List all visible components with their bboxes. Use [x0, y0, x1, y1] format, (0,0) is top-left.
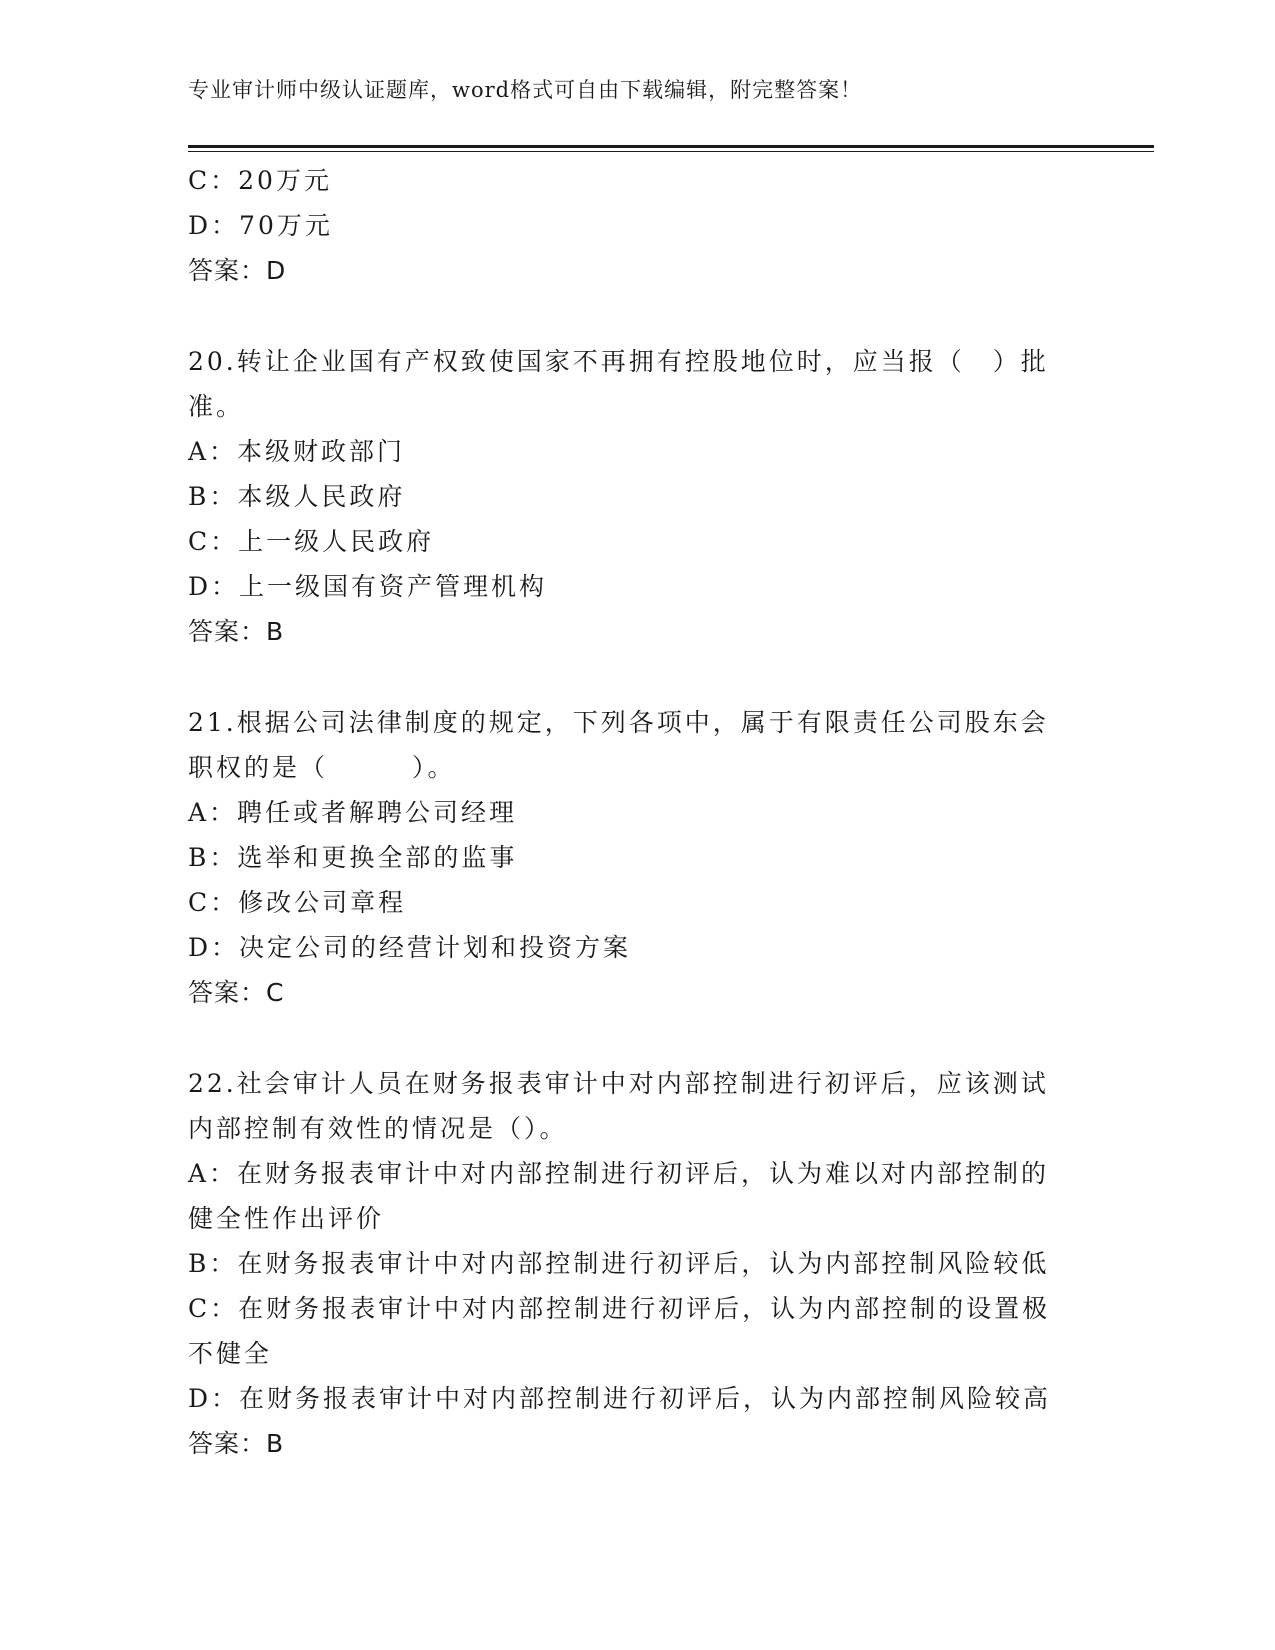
question-block-21 [188, 700, 1088, 1015]
option-line: C：上一级人民政府 [188, 527, 435, 556]
question-stem: 职权的是（ ）。 [188, 753, 456, 782]
prev-question-block [188, 158, 1088, 293]
answer-line: 答案：B [188, 617, 285, 646]
option-line: B：本级人民政府 [188, 482, 406, 511]
option-line: A：本级财政部门 [188, 437, 406, 466]
option-line: D：决定公司的经营计划和投资方案 [188, 933, 632, 962]
question-stem: 准。 [188, 392, 245, 421]
option-line: B：在财务报表审计中对内部控制进行初评后，认为内部控制风险较低 [188, 1249, 1050, 1278]
option-line: A：在财务报表审计中对内部控制进行初评后，认为难以对内部控制的 [188, 1159, 1050, 1188]
question-block-22 [188, 1061, 1088, 1466]
option-line: C：20万元 [188, 166, 332, 195]
page-header: 专业审计师中级认证题库，word格式可自由下载编辑，附完整答案！ [188, 78, 863, 102]
option-line: D：70万元 [188, 211, 333, 240]
option-line: C：在财务报表审计中对内部控制进行初评后，认为内部控制的设置极 [188, 1294, 1051, 1323]
option-line: C：修改公司章程 [188, 888, 407, 917]
question-block-20 [188, 339, 1088, 654]
option-line: 不健全 [188, 1339, 273, 1368]
question-stem: 内部控制有效性的情况是（）。 [188, 1114, 568, 1143]
question-stem: 21.根据公司法律制度的规定，下列各项中，属于有限责任公司股东会 [188, 708, 1049, 737]
option-line: 健全性作出评价 [188, 1204, 385, 1233]
question-stem: 20.转让企业国有产权致使国家不再拥有控股地位时，应当报（ ）批 [188, 347, 1049, 376]
answer-line: 答案：B [188, 1429, 285, 1458]
option-line: D：在财务报表审计中对内部控制进行初评后，认为内部控制风险较高 [188, 1384, 1052, 1413]
question-stem: 22.社会审计人员在财务报表审计中对内部控制进行初评后，应该测试 [188, 1069, 1049, 1098]
option-line: D：上一级国有资产管理机构 [188, 572, 548, 601]
answer-line: 答案：D [188, 256, 287, 285]
option-line: A：聘任或者解聘公司经理 [188, 798, 518, 827]
document-body [188, 158, 1088, 1466]
option-line: B：选举和更换全部的监事 [188, 843, 518, 872]
header-rule-thin [188, 151, 1154, 152]
answer-line: 答案：C [188, 978, 285, 1007]
header-rule-thick [188, 145, 1154, 148]
